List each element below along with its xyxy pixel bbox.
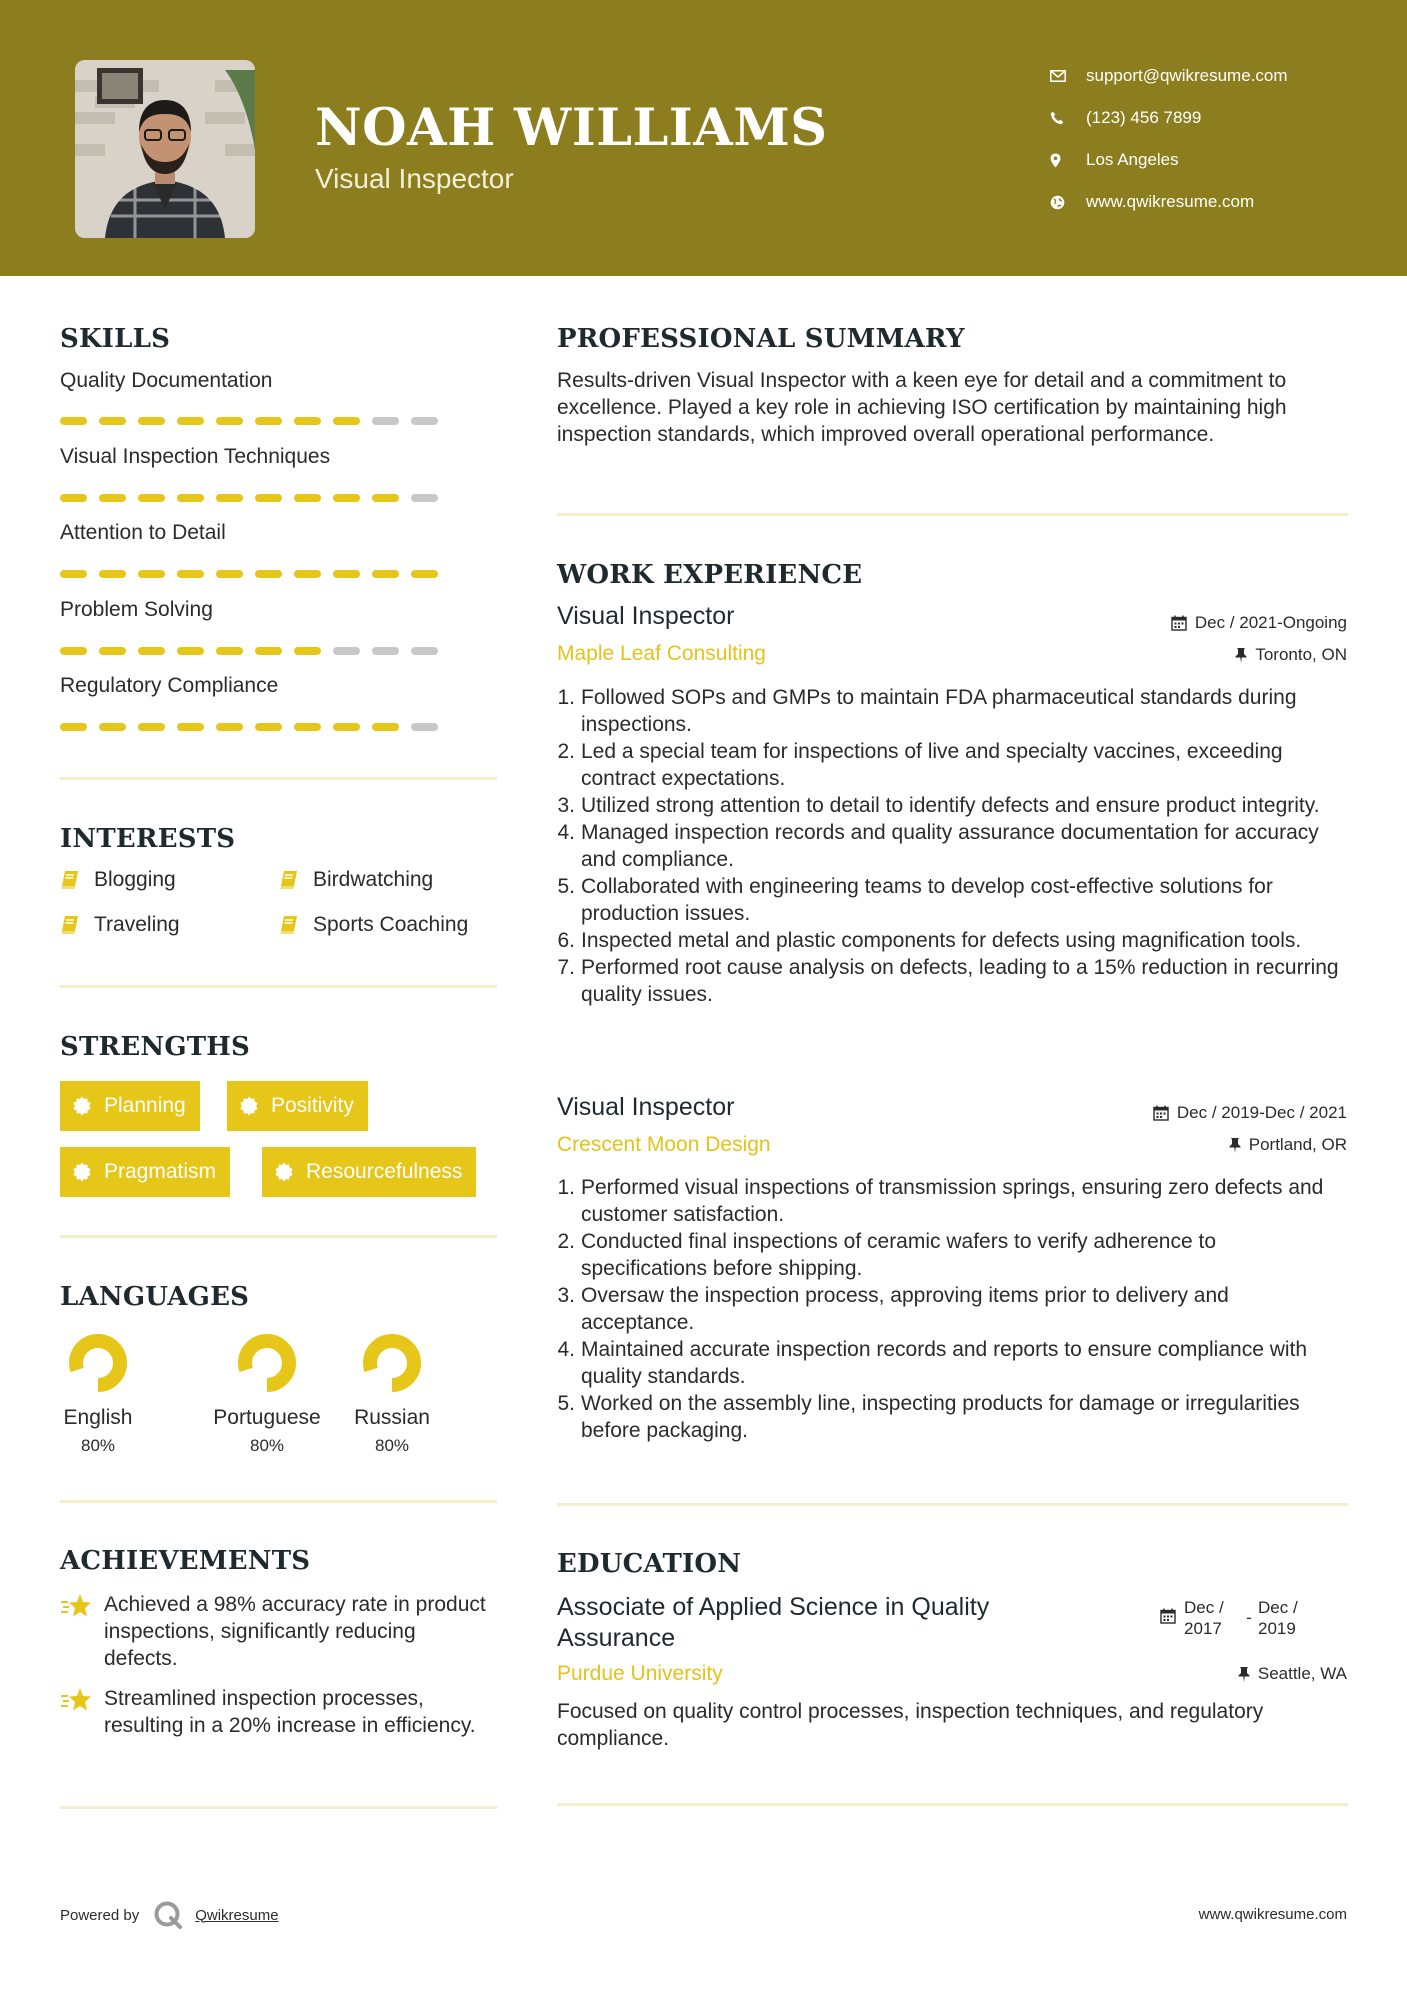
job-dates [1171,613,1347,633]
job-duty-item [557,1174,1347,1228]
skill-dash [138,570,165,578]
website-text: www.qwikresume.com [1086,192,1255,211]
experience-heading: WORK EXPERIENCE [557,560,863,590]
candidate-name: NOAH WILLIAMS [315,98,828,158]
language-item [327,1331,457,1456]
edu-start-month: Dec / [1184,1598,1224,1617]
skill-dash [255,494,282,502]
school-name: Purdue University [557,1662,723,1685]
job-duty-item [557,873,1347,927]
badge-icon [274,1162,306,1182]
summary-text: Results-driven Visual Inspector with a keen eye for detail and a commitment to excellence. Played a key role in achieving ISO certification by maintaining high inspection standards, which improved overall operational performance. [557,369,1287,446]
list-number: 4. [557,821,575,844]
job-duty-item [557,684,1347,738]
strength-label: Pragmatism [104,1160,217,1183]
job-duty-text: Maintained accurate inspection records and reports to ensure compliance with quality standards. [581,1338,1308,1388]
map-pin-icon [1050,153,1086,168]
list-number: 3. [557,794,575,817]
section-divider [60,1806,497,1809]
company-name: Crescent Moon Design [557,1133,771,1156]
job-duty-item [557,738,1347,792]
achievement-text: Achieved a 98% accuracy rate in product inspections, significantly reducing defects. [104,1593,486,1670]
skill-dash [60,417,87,425]
skill-label: Attention to Detail [60,521,226,544]
degree-title: Associate of Applied Science in Quality Assurance [557,1593,990,1652]
skill-dash [333,570,360,578]
strength-chip [262,1147,476,1197]
star-icon [60,1685,104,1739]
skill-rating-bar [60,494,438,502]
skill-dash [411,494,438,502]
skill-label: Problem Solving [60,598,213,621]
achievement-item [60,1591,490,1672]
job-location-text: Toronto, ON [1255,645,1347,664]
skill-label: Regulatory Compliance [60,674,279,697]
strength-chip [60,1147,230,1197]
job-duty-text: Managed inspection records and quality assurance documentation for accuracy and compliance. [581,821,1319,871]
job-duties-list [557,1174,1347,1444]
skill-dash [255,723,282,731]
skill-dash [294,723,321,731]
skills-heading: SKILLS [60,324,171,354]
section-divider [60,1500,497,1503]
profile-photo [75,60,255,238]
education-location [1238,1664,1347,1684]
job-duty-text: Inspected metal and plastic components for defects using magnification tools. [581,929,1302,952]
skill-dash [177,723,204,731]
interest-label: Traveling [94,913,180,936]
language-item [33,1331,163,1456]
job-duty-text: Utilized strong attention to detail to identify defects and ensure product integrity. [581,794,1320,817]
globe-icon [1050,195,1086,210]
language-name: Portuguese [213,1406,321,1429]
interest-label: Blogging [94,868,176,891]
job-dates-text: Dec / 2021-Ongoing [1194,613,1347,632]
strength-label: Resourcefulness [306,1160,463,1183]
section-divider [60,985,497,988]
list-number: 3. [557,1284,575,1307]
calendar-icon [1160,1608,1176,1624]
job-dates-text: Dec / 2019-Dec / 2021 [1176,1103,1347,1122]
skill-dash [372,723,399,731]
summary-heading: PROFESSIONAL SUMMARY [557,324,965,354]
section-divider [557,1803,1348,1806]
list-number: 1. [557,686,575,709]
education-dates [1160,1597,1298,1639]
pushpin-icon [1229,1137,1241,1153]
job-duty-text: Collaborated with engineering teams to develop cost-effective solutions for production issues. [581,875,1273,925]
skill-label: Visual Inspection Techniques [60,445,331,468]
skill-dash [333,647,360,655]
skill-dash [177,647,204,655]
skill-dash [177,570,204,578]
education-location-text: Seattle, WA [1257,1664,1347,1683]
list-number: 6. [557,929,575,952]
envelope-icon [1050,70,1086,82]
skill-rating-bar [60,647,438,655]
phone-icon [1050,111,1086,125]
contact-website[interactable] [1050,181,1288,223]
job-duty-text: Followed SOPs and GMPs to maintain FDA pharmaceutical standards during inspections. [581,686,1297,736]
skill-dash [177,417,204,425]
skill-dash [138,647,165,655]
job-duties-list [557,684,1347,1008]
strength-label: Planning [104,1094,186,1117]
skill-rating-bar [60,570,438,578]
qwikresume-logo-icon [153,1900,183,1930]
interest-item [279,913,468,937]
job-duty-item [557,1390,1347,1444]
calendar-icon [1153,1105,1169,1121]
strengths-heading: STRENGTHS [60,1032,251,1062]
skill-dash [372,647,399,655]
section-divider [557,1503,1348,1506]
skill-dash [294,417,321,425]
pushpin-icon [1238,1666,1250,1682]
job-title: Visual Inspector [557,1093,735,1121]
badge-icon [72,1162,104,1182]
skill-rating-bar [60,417,438,425]
skill-dash [372,494,399,502]
interest-item [279,868,433,892]
language-progress-ring [235,1331,299,1395]
edu-start-year: 2017 [1184,1619,1222,1638]
skill-dash [216,494,243,502]
location-text: Los Angeles [1086,150,1179,169]
achievement-item [60,1685,490,1739]
skill-dash [99,723,126,731]
job-duty-text: Worked on the assembly line, inspecting products for damage or irregularities before packaging. [581,1392,1300,1442]
contact-phone[interactable] [1050,97,1288,139]
job-duty-item [557,1228,1347,1282]
language-percent: 80% [249,1436,285,1455]
interest-label: Sports Coaching [313,913,469,936]
list-number: 2. [557,1230,575,1253]
list-number: 7. [557,956,575,979]
interest-label: Birdwatching [313,868,434,891]
book-icon [60,915,94,935]
job-title: Visual Inspector [557,602,735,630]
edu-end-month: Dec / [1258,1598,1298,1617]
skill-dash [99,494,126,502]
skill-dash [60,647,87,655]
job-duty-item [557,792,1347,819]
skill-dash [99,570,126,578]
edu-end-year: 2019 [1258,1619,1296,1638]
strength-chip [227,1081,368,1131]
language-item [202,1331,332,1456]
skill-dash [294,647,321,655]
job-location [1235,645,1347,665]
list-number: 2. [557,740,575,763]
education-description: Focused on quality control processes, inspection techniques, and regulatory compliance. [557,1700,1264,1750]
skill-dash [60,494,87,502]
job-duty-item [557,954,1347,1008]
list-number: 1. [557,1176,575,1199]
language-percent: 80% [374,1436,410,1455]
job-duty-text: Performed root cause analysis on defects, leading to a 15% reduction in recurring quality issues. [581,956,1339,1006]
skill-dash [216,570,243,578]
contact-email[interactable] [1050,55,1288,97]
skill-dash [333,494,360,502]
interests-heading: INTERESTS [60,824,236,854]
skill-dash [99,417,126,425]
interest-item [60,868,176,892]
job-duty-item [557,1336,1347,1390]
list-number: 5. [557,1392,575,1415]
job-duty-text: Performed visual inspections of transmission springs, ensuring zero defects and customer satisfaction. [581,1176,1324,1226]
badge-icon [239,1096,271,1116]
pushpin-icon [1235,647,1247,663]
language-percent: 80% [80,1436,116,1455]
language-name: Russian [354,1406,430,1429]
job-location-text: Portland, OR [1248,1135,1347,1154]
skill-dash [372,570,399,578]
email-text: support@qwikresume.com [1086,66,1288,85]
section-divider [60,1235,497,1238]
job-duty-text: Led a special team for inspections of live and specialty vaccines, exceeding contract expectations. [581,740,1283,790]
calendar-icon [1171,615,1187,631]
skill-dash [411,570,438,578]
date-separator: - [1246,1608,1252,1627]
skill-dash [138,417,165,425]
achievement-text: Streamlined inspection processes, resulting in a 20% increase in efficiency. [104,1687,476,1737]
skill-dash [138,723,165,731]
book-icon [60,870,94,890]
skill-dash [216,417,243,425]
skill-dash [411,647,438,655]
company-name: Maple Leaf Consulting [557,642,766,665]
skill-dash [333,723,360,731]
job-duty-text: Oversaw the inspection process, approving items prior to delivery and acceptance. [581,1284,1229,1334]
qwikresume-link[interactable]: Qwikresume [195,1906,279,1924]
skill-rating-bar [60,723,438,731]
skill-dash [60,570,87,578]
resume-header [0,0,1407,276]
job-duty-text: Conducted final inspections of ceramic wafers to verify adherence to specifications before shipping. [581,1230,1216,1280]
achievements-heading: ACHIEVEMENTS [60,1546,311,1576]
skill-label: Quality Documentation [60,369,273,392]
strength-chip [60,1081,200,1131]
list-number: 4. [557,1338,575,1361]
skill-dash [99,647,126,655]
strength-label: Positivity [271,1094,354,1117]
languages-heading: LANGUAGES [60,1282,250,1312]
section-divider [557,513,1348,516]
section-divider [60,777,497,780]
skill-dash [411,417,438,425]
job-dates [1153,1103,1347,1123]
language-progress-ring [360,1331,424,1395]
skill-dash [216,647,243,655]
skill-dash [294,494,321,502]
powered-by-text: Powered by [60,1906,140,1924]
job-location [1229,1135,1347,1155]
education-heading: EDUCATION [557,1549,742,1579]
contact-list [1050,55,1288,223]
skill-dash [333,417,360,425]
book-icon [279,915,313,935]
footer-powered-by [60,1900,279,1930]
phone-text: (123) 456 7899 [1086,108,1202,127]
job-duty-item [557,927,1347,954]
interest-item [60,913,180,937]
skill-dash [294,570,321,578]
candidate-title: Visual Inspector [315,163,514,194]
list-number: 5. [557,875,575,898]
skill-dash [255,417,282,425]
job-duty-item [557,1282,1347,1336]
footer-website[interactable]: www.qwikresume.com [1198,1906,1347,1923]
language-progress-ring [66,1331,130,1395]
language-name: English [63,1406,133,1429]
skill-dash [372,417,399,425]
skill-dash [255,647,282,655]
skill-dash [177,494,204,502]
contact-location [1050,139,1288,181]
skill-dash [411,723,438,731]
badge-icon [72,1096,104,1116]
book-icon [279,870,313,890]
skill-dash [216,723,243,731]
skill-dash [60,723,87,731]
job-duty-item [557,819,1347,873]
skill-dash [255,570,282,578]
skill-dash [138,494,165,502]
star-icon [60,1591,104,1672]
